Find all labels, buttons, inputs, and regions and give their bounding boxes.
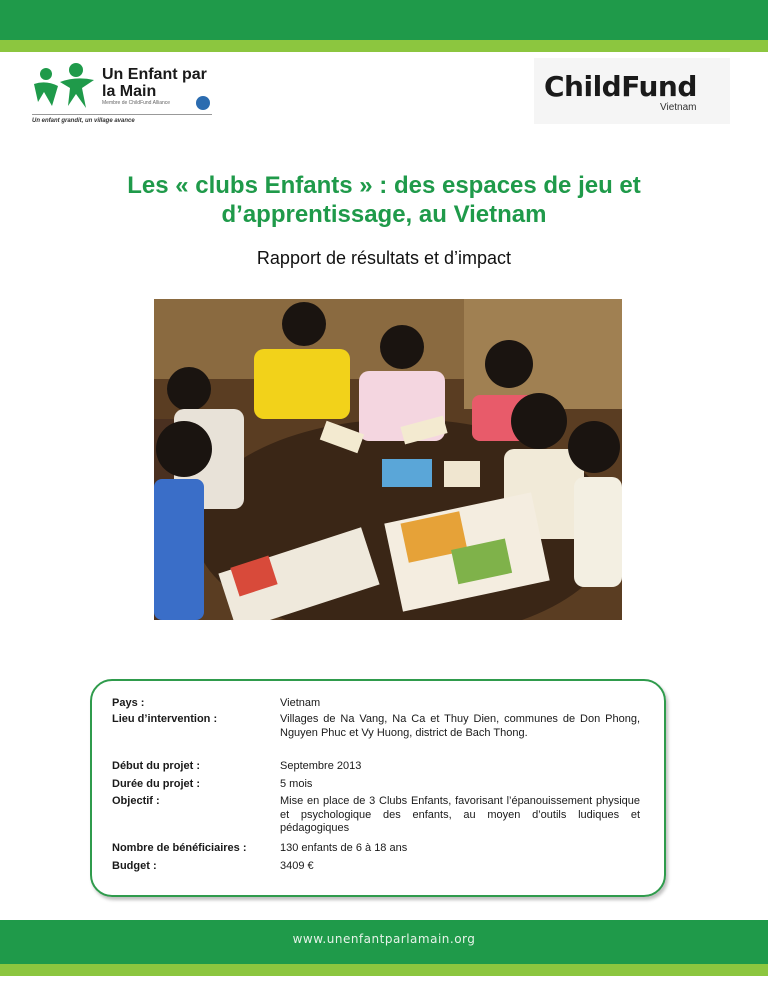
logo-name: Un Enfant par la Main [102,66,207,100]
info-value: 3409 € [280,860,314,872]
top-green-band [0,0,768,40]
footer-website-link[interactable]: www.unenfantparlamain.org [292,932,476,946]
logo-divider [32,114,212,115]
children-reading-photo [154,299,622,620]
info-label: Début du projet : [112,760,200,772]
info-value: Mise en place de 3 Clubs Enfants, favorisant l’épanouissement physique et psychologique des enfants, au moyen d’outils ludiques et pédagogiques [280,795,640,834]
info-value: 130 enfants de 6 à 18 ans [280,842,408,854]
photo-illustration [154,299,622,620]
un-enfant-par-la-main-logo [30,60,230,130]
info-label: Budget : [112,860,157,872]
top-light-green-band [0,40,768,52]
children-figures-icon [30,62,100,112]
childfund-brand: ChildFund [544,70,697,103]
info-value: 5 mois [280,778,313,790]
document-subtitle: Rapport de résultats et d’impact [256,248,512,268]
childfund-country: Vietnam [660,102,697,113]
info-label: Lieu d’intervention : [112,713,218,725]
info-value: Vietnam [280,697,321,709]
alliance-badge-icon [196,96,210,110]
document-title: Les « clubs Enfants » : des espaces de jeu et d’apprentissage, au Vietnam [127,172,641,228]
logo-subtitle: Membre de ChildFund Alliance [102,100,171,106]
info-label: Objectif : [112,795,160,807]
childfund-logo [534,58,730,124]
info-label: Nombre de bénéficiaires : [112,842,247,854]
info-label: Durée du projet : [112,778,201,790]
logo-tagline: Un enfant grandit, un village avance [32,118,135,124]
info-label: Pays : [112,697,145,709]
info-value: Villages de Na Vang, Na Ca et Thuy Dien, communes de Don Phong, Nguyen Phuc et Vy Huong, district de Bach Thong. [280,713,640,739]
info-value: Septembre 2013 [280,760,362,772]
bottom-light-green-band [0,964,768,976]
